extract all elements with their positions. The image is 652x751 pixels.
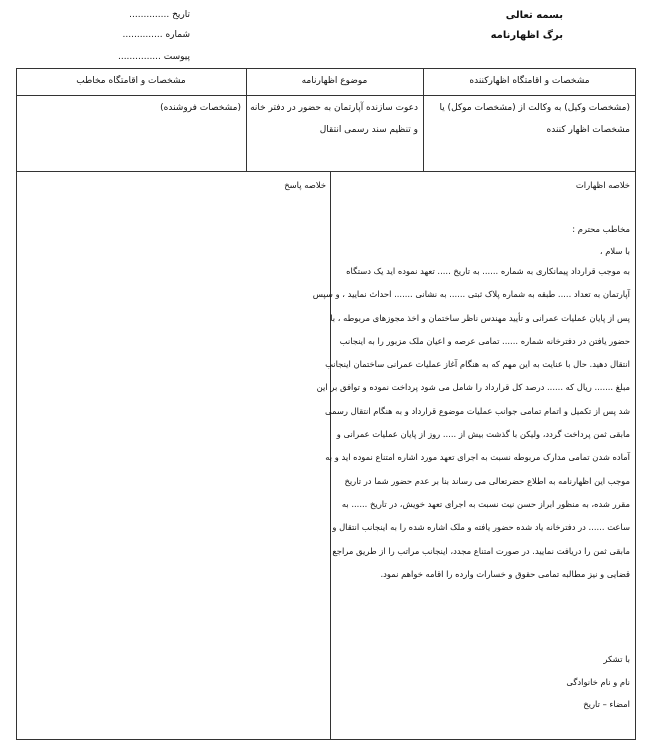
body-line: مابقی ثمن پرداخت گردد، ولیکن با گذشت بیش از ..... روز از پایان عملیات عمرانی و <box>336 429 630 440</box>
declarant-line: مشخصات اظهار کننده <box>546 125 630 135</box>
addressee-line: (مشخصات فروشنده) <box>160 103 241 113</box>
header-row-divider <box>16 95 636 96</box>
subject-details <box>246 97 418 141</box>
closing-thanks: با تشکر <box>603 654 630 664</box>
info-row-divider <box>16 171 636 172</box>
declarant-line: (مشخصات وکیل) به وکالت از (مشخصات موکل) یا <box>439 103 630 113</box>
summary-body <box>312 260 630 586</box>
signature-line: امضاء – تاریخ <box>583 699 630 709</box>
subject-line: دعوت سازنده آپارتمان به حضور در دفتر خانه <box>250 103 418 113</box>
header-declarant: مشخصات و اقامتگاه اظهارکننده <box>469 76 590 86</box>
body-line: آپارتمان به تعداد ..... طبقه به شماره پلاک ثبتی ...... به نشانی ....... احداث نمایید ، و سپس <box>312 289 630 300</box>
addressee-details <box>16 97 241 119</box>
header-subject: موضوع اظهارنامه <box>301 76 368 86</box>
greeting: با سلام ، <box>599 246 630 256</box>
response-title: خلاصه پاسخ <box>284 180 326 190</box>
body-line: موجب این اظهارنامه به اطلاع حضرتعالی می رساند بنا بر عدم حضور شما در تاریخ <box>344 475 630 486</box>
body-line: پس از پایان عملیات عمرانی و تأیید مهندس ناظر ساختمان و اخذ مجوزهای مربوطه ، با <box>330 312 630 323</box>
summary-title: خلاصه اظهارات <box>575 180 630 190</box>
body-line: به موجب قرارداد پیمانکاری به شماره ...... به تاریخ ..... تعهد نموده اید یک دستگاه <box>346 266 630 276</box>
header-number-field: شماره .............. <box>122 30 190 40</box>
declarant-details <box>420 97 630 141</box>
name-line: نام و نام خانوادگی <box>566 677 630 687</box>
header-attachment-field: پیوست ............... <box>117 52 190 62</box>
subject-line: و تنظیم سند رسمی انتقال <box>319 125 418 135</box>
body-line: مبلغ ....... ریال که ...... درصد کل قرارداد را شامل می شود پرداخت نموده و توافق بر این <box>316 382 630 393</box>
header-title-basmala: بسمه تعالی <box>505 10 563 21</box>
header-date-field: تاریخ .............. <box>129 10 190 20</box>
body-line: قضایی و نیز مطالبه تمامی حقوق و خسارات وارده را اقامه خواهم نمود. <box>380 568 630 579</box>
body-line: مقرر شده، به منظور ابراز حسن نیت نسبت به اجرای تعهد خویش، در تاریخ ...... به <box>341 498 630 509</box>
body-line: ساعت ...... در دفترخانه یاد شده حضور یافته و ملک اشاره شده را به اینجانب انتقال و <box>332 522 630 533</box>
body-line: مابقی ثمن را دریافت نمایید. در صورت امتناع مجدد، اینجانب مراتب را از طریق مراجع <box>332 545 630 556</box>
salutation: مخاطب محترم : <box>572 224 630 234</box>
body-line: آماده شدن تمامی مدارک مربوطه نسبت به اجرای تعهد مورد اشاره امتناع نموده اید و به <box>325 452 630 463</box>
header-title-form-name: برگ اظهارنامه <box>490 30 563 41</box>
body-line: انتقال دهید. حال با عنایت به این مهم که به هنگام آغاز عملیات عمرانی ساختمان اینجانب <box>325 359 630 370</box>
body-line: حضور یافتن در دفترخانه شماره ...... تمامی عرصه و اعیان ملک مزبور را به اینجانب <box>339 335 630 346</box>
header-addressee: مشخصات و اقامتگاه مخاطب <box>76 76 186 86</box>
body-line: شد پس از تکمیل و اتمام تمامی جوانب عملیات موضوع قرارداد و به هنگام انتقال رسمی <box>325 405 630 416</box>
